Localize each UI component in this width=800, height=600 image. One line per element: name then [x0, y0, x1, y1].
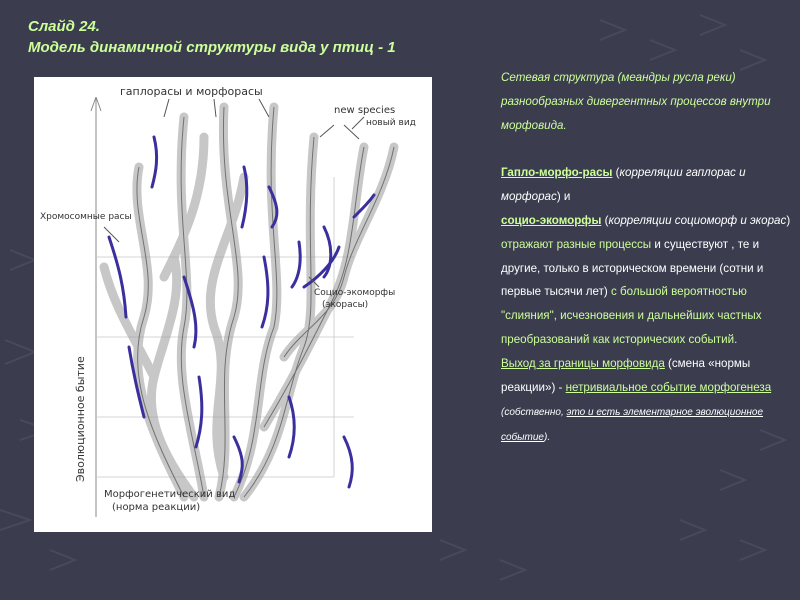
- term-haplo-morpho-races: Гапло-морфо-расы: [501, 166, 613, 180]
- probability-phrase: с большой вероятностью "слияния", исчезновения и дальнейших частных преобразований как исторических событий.: [501, 285, 762, 346]
- exist-phrase: и существуют , те и другие, только в историческом времени (сотни и первые тысячи лет): [501, 237, 764, 299]
- reflect-phrase: отражают разные процессы: [501, 237, 652, 251]
- drawing-canvas: [34, 77, 432, 532]
- label-evolutionary-existence: Эволюционное бытие: [74, 356, 87, 482]
- slide-heading: Модель динамичной структуры вида у птиц - 1: [28, 39, 396, 56]
- label-socio-ecomorphs: Социо-экоморфы: [314, 288, 396, 298]
- label-morphogenetic-species: Морфогенетический вид: [104, 489, 236, 500]
- haplo-note: корреляции гаплорас и морфорас: [501, 166, 746, 204]
- slide-title: [28, 16, 396, 58]
- slide-number: Слайд 24.: [28, 18, 100, 35]
- label-new-species-ru: новый вид: [366, 118, 416, 128]
- term-socio-ecomorphs: социо-экоморфы: [501, 213, 602, 227]
- label-new-species: new species: [334, 105, 396, 116]
- nontrivial-event: нетривиальное событие морфогенеза: [565, 380, 772, 394]
- main-paragraph: Гапло-морфо-расы (корреляции гаплорас и морфорас) и социо-экоморфы (корреляции социоморф и экорас) отражают разные процессы и существуют , те и другие, только в историческом времени (сотни и первые тысячи лет) с большой вероятностью "слияния", исчезновения и дальнейших частных преобразований как исторических событий. Выход за границы морфовида (смена «нормы реакции») - нетривиальное событие морфогенеза (собственно, это и есть элементарное эволюционное событие).: [501, 166, 791, 444]
- intro-paragraph: Сетевая структура (меандры русла реки) разнообразных дивергентных процессов внутри морфовида.: [501, 71, 771, 132]
- exit-morphospecies: Выход за границы морфовида: [501, 356, 665, 370]
- slide-description: [501, 66, 791, 450]
- elementary-event: это и есть элементарное эволюционное событие: [501, 407, 764, 444]
- label-reaction-norm: (норма реакции): [112, 502, 201, 513]
- socio-note: корреляции социоморф и экорас: [608, 213, 787, 227]
- species-network-drawing: [34, 77, 432, 532]
- exit-paren: (смена «нормы реакции») -: [501, 356, 751, 394]
- label-haploraces-morphoraces: гаплорасы и морфорасы: [120, 85, 263, 98]
- label-chromosome-races: Хромосомные расы: [40, 212, 132, 222]
- closing-pre: собственно,: [504, 407, 567, 419]
- label-ecoraces: (экорасы): [322, 300, 369, 310]
